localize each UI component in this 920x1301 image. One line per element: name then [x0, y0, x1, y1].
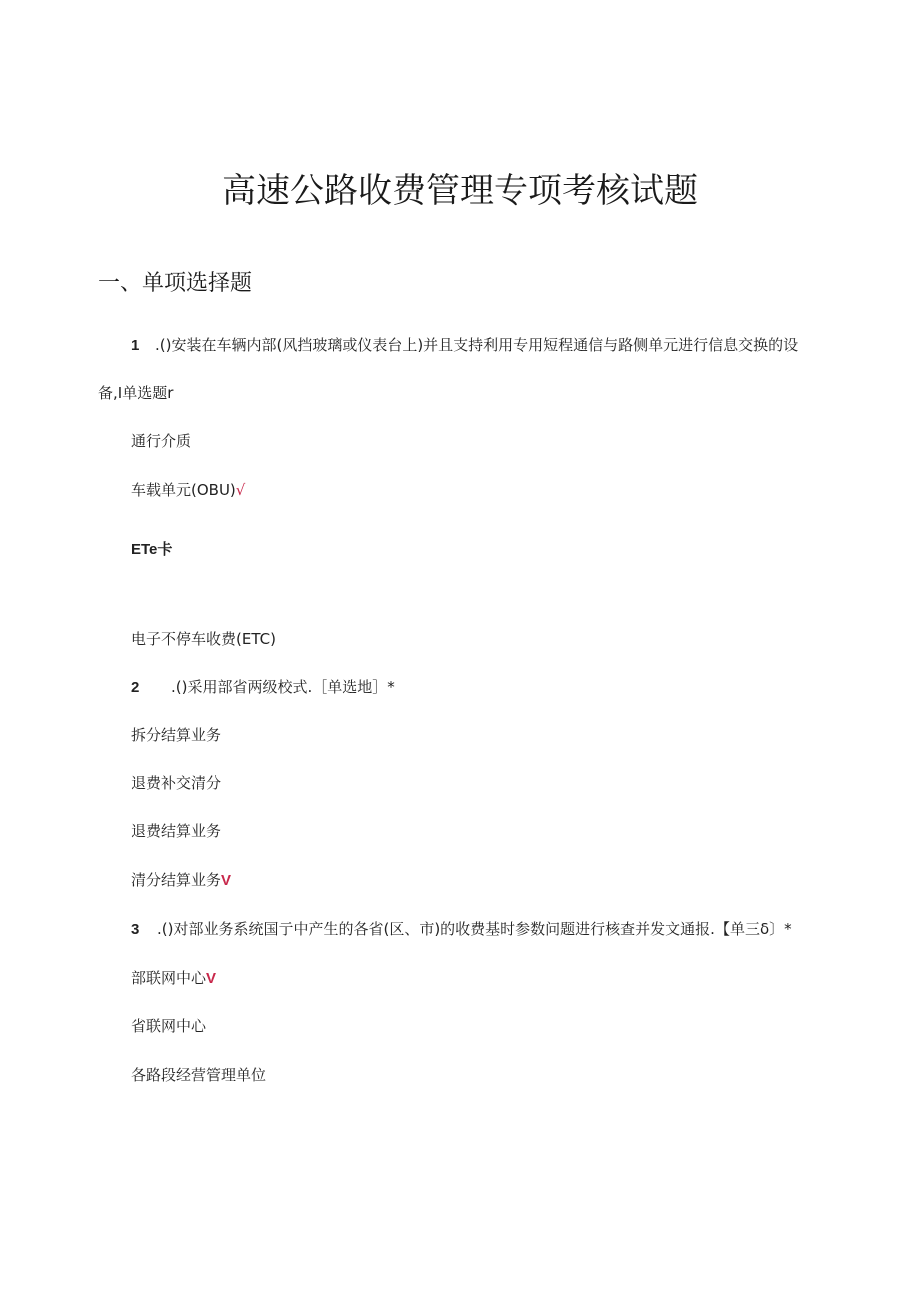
- question-1-line-1: [131, 335, 798, 356]
- option-label: 各路段经营管理单位: [131, 1066, 267, 1084]
- option-label: 车载单元(OBU): [131, 481, 236, 499]
- option-item: [131, 773, 221, 793]
- question-number: 2: [131, 679, 140, 696]
- option-item: [131, 539, 172, 560]
- option-item: [131, 821, 221, 841]
- option-item: [131, 725, 221, 745]
- question-text-continued: 备,I单选题r: [98, 384, 174, 402]
- question-text: .()对部业务系统国亍中产生的各省(区、市)的收费基时参数问题进行核查并发文通报.【单三δ〕*: [157, 920, 792, 938]
- option-item: [131, 968, 216, 989]
- question-text: .()安装在车辆内部(风挡玻璃或仪表台上)并且支持利用专用短程通信与路侧单元进行信息交换的设: [155, 336, 799, 354]
- option-item: [131, 480, 245, 500]
- question-1-line-2: [98, 383, 173, 403]
- option-item: [131, 870, 231, 891]
- page-title: 高速公路收费管理专项考核试题: [222, 171, 698, 211]
- question-text: .()采用部省两级校式.［单选地］*: [171, 678, 395, 696]
- option-label: 通行介质: [131, 432, 192, 450]
- option-label: 电子不停车收费(ETC): [131, 630, 276, 648]
- option-item: [131, 431, 191, 451]
- option-label: 退费结算业务: [131, 822, 222, 840]
- question-number: 1: [131, 337, 140, 354]
- option-label: 部联网中心: [131, 969, 207, 987]
- option-label: 拆分结算业务: [131, 726, 222, 744]
- question-2-line-1: [131, 677, 395, 698]
- option-label: ETe卡: [131, 541, 173, 558]
- option-label: 清分结算业务: [131, 871, 222, 889]
- correct-mark: V: [221, 872, 232, 889]
- section-heading: 一、单项选择题: [98, 271, 253, 296]
- question-number: 3: [131, 921, 140, 938]
- question-3-line-1: [131, 919, 792, 940]
- correct-mark: √: [235, 481, 246, 499]
- option-label: 退费补交清分: [131, 774, 222, 792]
- option-label: 省联网中心: [131, 1017, 207, 1035]
- option-item: [131, 1016, 206, 1036]
- correct-mark: V: [206, 970, 217, 987]
- option-item: [131, 629, 276, 649]
- option-item: [131, 1065, 266, 1085]
